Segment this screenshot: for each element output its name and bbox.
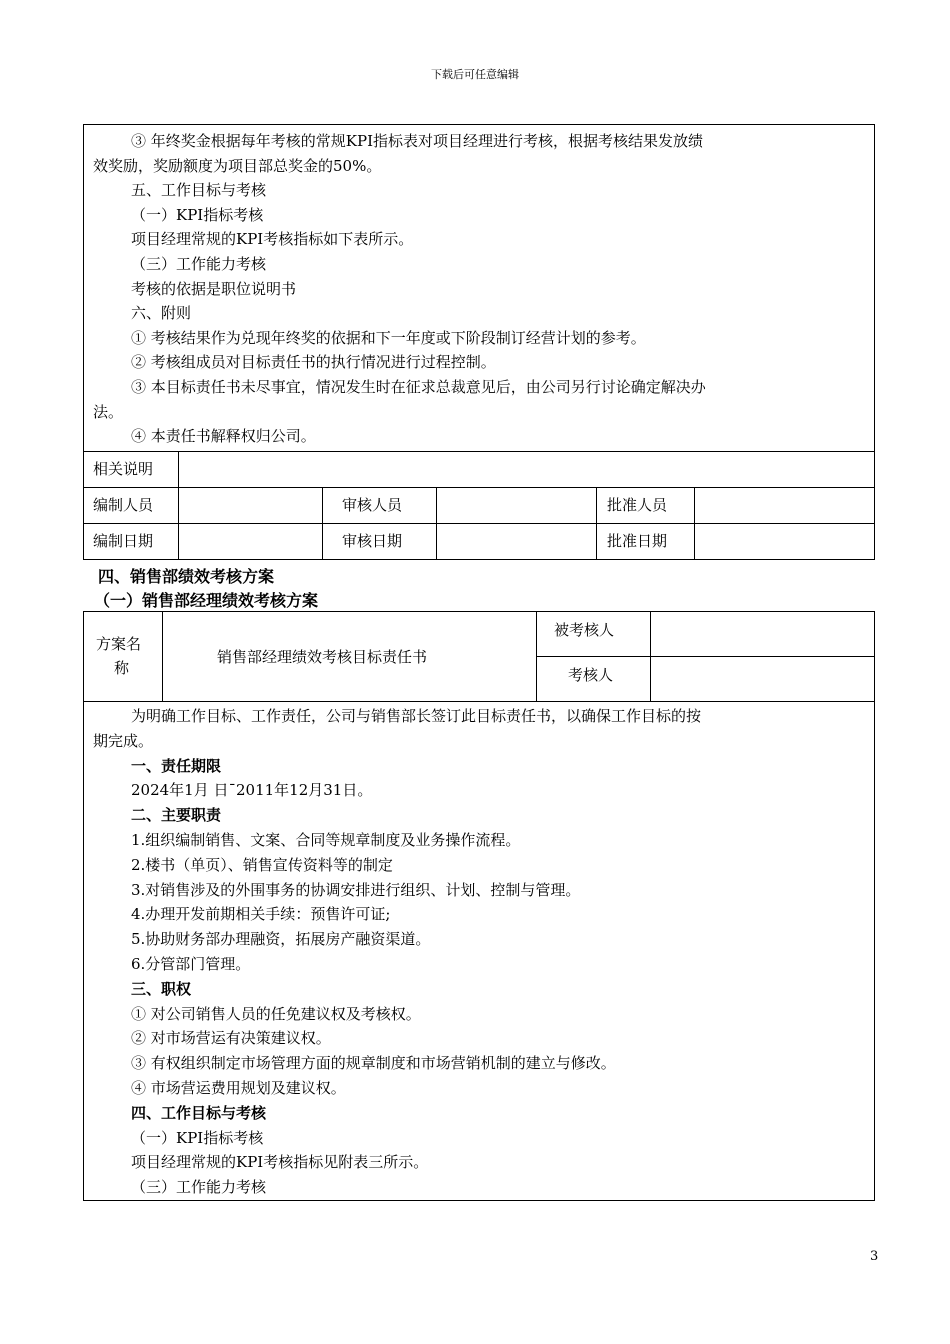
body-line: 1.组织编制销售、文案、合同等规章制度及业务操作流程。	[131, 831, 521, 849]
editor-label: 编制人员	[93, 496, 154, 514]
body-line: 2.楼书（单页）、销售宣传资料等的制定	[131, 855, 393, 874]
body-line: 为明确工作目标、工作责任，公司与销售部长签订此目标责任书，以确保工作目标的按	[131, 707, 702, 725]
body-line: 六、附则	[131, 304, 192, 323]
reviewer-label: 审核人员	[342, 496, 403, 514]
assessor-label: 考核人	[568, 666, 614, 684]
section-heading: 四、销售部绩效考核方案	[98, 567, 275, 586]
approve-date-label: 批准日期	[607, 532, 668, 550]
body-line: 项目经理常规的KPI考核指标如下表所示。	[131, 230, 414, 249]
body-heading: 二、主要职责	[131, 806, 222, 825]
edit-date-label: 编制日期	[93, 532, 154, 550]
plan-name-label-cont: 称	[114, 659, 130, 677]
body-line: 法。	[93, 402, 124, 421]
body-line: 考核的依据是职位说明书	[131, 279, 297, 298]
body-line: ① 对公司销售人员的任免建议权及考核权。	[131, 1004, 421, 1023]
body-line: 2024年1月 日¯2011年12月31日。	[131, 781, 373, 800]
body-heading: 三、职权	[131, 979, 192, 998]
body-line: （三）工作能力考核	[131, 255, 267, 273]
related-notes-label: 相关说明	[93, 460, 154, 478]
page-header: 下载后可任意编辑	[431, 68, 519, 81]
body-line: ③ 年终奖金根据每年考核的常规KPI指标表对项目经理进行考核，根据考核结果发放绩	[131, 132, 703, 150]
body-line: 期完成。	[93, 731, 154, 750]
body-line: ② 考核组成员对目标责任书的执行情况进行过程控制。	[131, 353, 496, 372]
body-line: 6.分管部门管理。	[131, 955, 251, 973]
body-heading: 四、工作目标与考核	[131, 1103, 267, 1122]
body-line: （一）KPI指标考核	[131, 205, 264, 224]
body-line: 3.对销售涉及的外围事务的协调安排进行组织、计划、控制与管理。	[131, 880, 581, 899]
body-line: 4.办理开发前期相关手续：预售许可证;	[131, 905, 391, 924]
body-line: ④ 市场营运费用规划及建议权。	[131, 1079, 346, 1097]
review-date-label: 审核日期	[342, 532, 403, 550]
body-line: （一）KPI指标考核	[131, 1128, 264, 1147]
page-number: 3	[870, 1249, 879, 1264]
body-line: 五、工作目标与考核	[131, 181, 267, 200]
plan-name-label: 方案名	[96, 635, 142, 653]
body-line: ① 考核结果作为兑现年终奖的依据和下一年度或下阶段制订经营计划的参考。	[131, 328, 646, 347]
body-line: 效奖励，奖励额度为项目部总奖金的50%。	[93, 156, 382, 175]
body-line: 项目经理常规的KPI考核指标见附表三所示。	[131, 1153, 429, 1172]
body-line: ③ 本目标责任书未尽事宜，情况发生时在征求总裁意见后，由公司另行讨论确定解决办	[131, 378, 706, 396]
plan-name-value: 销售部经理绩效考核目标责任书	[217, 648, 428, 666]
body-heading: 一、责任期限	[131, 756, 222, 775]
body-line: ③ 有权组织制定市场管理方面的规章制度和市场营销机制的建立与修改。	[131, 1054, 616, 1073]
body-line: ② 对市场营运有决策建议权。	[131, 1029, 331, 1048]
responsibility-table-continued	[83, 124, 875, 560]
body-line: ④ 本责任书解释权归公司。	[131, 427, 316, 446]
body-line: （三）工作能力考核	[131, 1178, 267, 1197]
approver-label: 批准人员	[607, 496, 668, 514]
subsection-heading: （一）销售部经理绩效考核方案	[94, 591, 319, 610]
assessee-label: 被考核人	[554, 621, 615, 639]
body-line: 5.协助财务部办理融资，拓展房产融资渠道。	[131, 930, 431, 949]
sales-manager-responsibility-table	[83, 611, 875, 1201]
